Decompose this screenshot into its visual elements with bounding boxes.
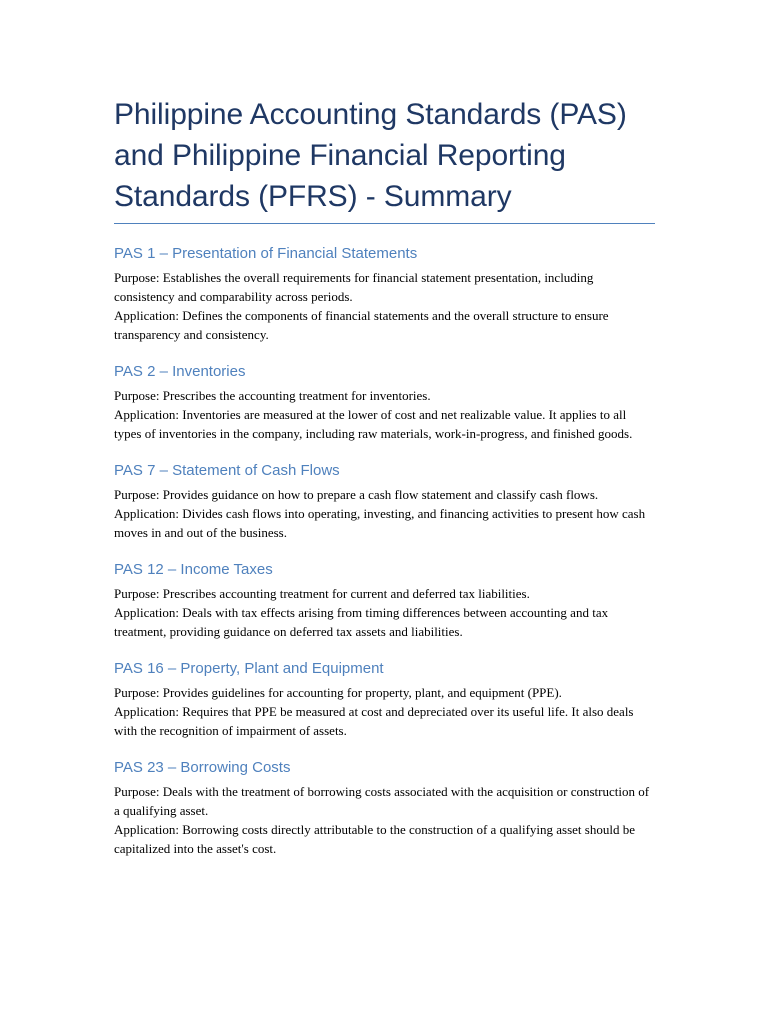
section-application: Application: Requires that PPE be measured at cost and depreciated over its useful life. It also deals with the recognition of impairment of assets. bbox=[114, 704, 634, 738]
section-purpose: Purpose: Prescribes accounting treatment for current and deferred tax liabilities. bbox=[114, 586, 530, 601]
section-pas-12 bbox=[114, 560, 655, 641]
section-heading: PAS 1 – Presentation of Financial Statements bbox=[114, 245, 418, 262]
section-purpose: Purpose: Provides guidelines for accounting for property, plant, and equipment (PPE). bbox=[114, 685, 562, 700]
section-application: Application: Defines the components of financial statements and the overall structure to ensure transparency and consistency. bbox=[114, 308, 609, 342]
document-content bbox=[114, 94, 655, 858]
section-application: Application: Borrowing costs directly attributable to the construction of a qualifying asset should be capitalized into the asset's cost. bbox=[114, 822, 635, 856]
section-pas-16 bbox=[114, 659, 655, 740]
section-purpose: Purpose: Establishes the overall requirements for financial statement presentation, including consistency and comparability across periods. bbox=[114, 270, 594, 304]
document-title: Philippine Accounting Standards (PAS) and Philippine Financial Reporting Standards (PFRS) - Summary bbox=[114, 94, 655, 224]
section-heading: PAS 7 – Statement of Cash Flows bbox=[114, 462, 340, 479]
section-heading: PAS 23 – Borrowing Costs bbox=[114, 759, 291, 776]
section-heading: PAS 2 – Inventories bbox=[114, 363, 246, 380]
section-purpose: Purpose: Provides guidance on how to prepare a cash flow statement and classify cash flows. bbox=[114, 487, 599, 502]
section-pas-23 bbox=[114, 758, 655, 858]
section-pas-7 bbox=[114, 461, 655, 542]
section-purpose: Purpose: Prescribes the accounting treatment for inventories. bbox=[114, 388, 431, 403]
section-pas-2 bbox=[114, 362, 655, 443]
section-purpose: Purpose: Deals with the treatment of borrowing costs associated with the acquisition or construction of a qualifying asset. bbox=[114, 784, 650, 818]
section-application: Application: Inventories are measured at the lower of cost and net realizable value. It applies to all types of inventories in the company, including raw materials, work-in-progress, and finished goods. bbox=[114, 407, 633, 441]
section-application: Application: Divides cash flows into operating, investing, and financing activities to present how cash moves in and out of the business. bbox=[114, 506, 646, 540]
section-pas-1 bbox=[114, 244, 655, 344]
section-heading: PAS 16 – Property, Plant and Equipment bbox=[114, 660, 384, 677]
section-heading: PAS 12 – Income Taxes bbox=[114, 561, 273, 578]
section-application: Application: Deals with tax effects arising from timing differences between accounting and tax treatment, providing guidance on deferred tax assets and liabilities. bbox=[114, 605, 609, 639]
